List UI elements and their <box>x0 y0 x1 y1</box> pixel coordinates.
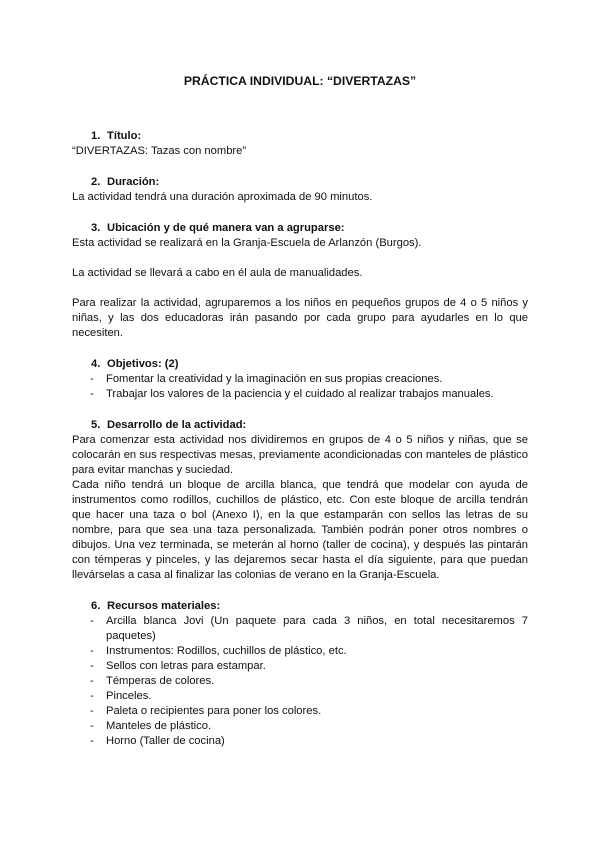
section-1-heading: 1. Título: <box>91 130 142 142</box>
list-item: - Témperas de colores. <box>90 675 215 687</box>
section-5-paragraph-2: Cada niño tendrá un bloque de arcilla blanca, que tendrá que modelar con ayuda de instrumentos como rodillos, cuchillos de plástico, etc. Con este bloque de arcilla tendrán que hacer una taza o bol (Anexo I), en la que estamparán con sellos las letras de su nombre, para que sea una taza personalizada. También podrán poner otros nombres o dibujos. Una vez terminada, se meterán al horno (taller de cocina), y después las pintarán con témperas y pinceles, y las dejaremos secar hasta el día siguiente, para que puedan llevárselas a casa al finalizar las colonias de verano en la Granja-Escuela. <box>72 479 528 581</box>
list-item: - Instrumentos: Rodillos, cuchillos de plástico, etc. <box>90 645 347 657</box>
section-4-heading: 4. Objetivos: (2) <box>91 358 179 370</box>
list-item: - Sellos con letras para estampar. <box>90 660 266 672</box>
section-1-text: “DIVERTAZAS: Tazas con nombre” <box>72 145 247 157</box>
section-3-paragraph-3: Para realizar la actividad, agruparemos a los niños en pequeños grupos de 4 o 5 niños y niñas, y las dos educadoras irán pasando por cada grupo para ayudarles en lo que necesiten. <box>72 297 528 339</box>
section-5-heading: 5. Desarrollo de la actividad: <box>91 419 247 431</box>
section-3-paragraph-2: La actividad se llevará a cabo en él aula de manualidades. <box>72 267 363 279</box>
list-item: - Paleta o recipientes para poner los colores. <box>90 705 322 717</box>
list-item: - Fomentar la creatividad y la imaginación en sus propias creaciones. <box>90 373 443 385</box>
section-3-heading: 3. Ubicación y de qué manera van a agruparse: <box>91 222 345 234</box>
section-2-heading: 2. Duración: <box>91 176 160 188</box>
list-item: - Pinceles. <box>90 690 152 702</box>
section-3-paragraph-1: Esta actividad se realizará en la Granja-Escuela de Arlanzón (Burgos). <box>72 237 422 249</box>
list-item: - Manteles de plástico. <box>90 720 212 732</box>
section-5-paragraph-1: Para comenzar esta actividad nos dividiremos en grupos de 4 o 5 niños y niñas, que se colocarán en sus respectivas mesas, previamente acondicionadas con manteles de plástico para evitar manchas y suciedad. <box>72 434 528 476</box>
materials-list <box>72 614 528 749</box>
list-item: - Arcilla blanca Jovi (Un paquete para cada 3 niños, en total necesitaremos 7 paquetes) <box>90 615 528 642</box>
section-6-heading: 6. Recursos materiales: <box>91 600 221 612</box>
list-item: - Horno (Taller de cocina) <box>90 735 225 747</box>
section-2-text: La actividad tendrá una duración aproximada de 90 minutos. <box>72 191 373 203</box>
document-title: PRÁCTICA INDIVIDUAL: “DIVERTAZAS” <box>183 74 417 88</box>
list-item: - Trabajar los valores de la paciencia y el cuidado al realizar trabajos manuales. <box>90 388 494 400</box>
objectives-list <box>72 372 528 402</box>
